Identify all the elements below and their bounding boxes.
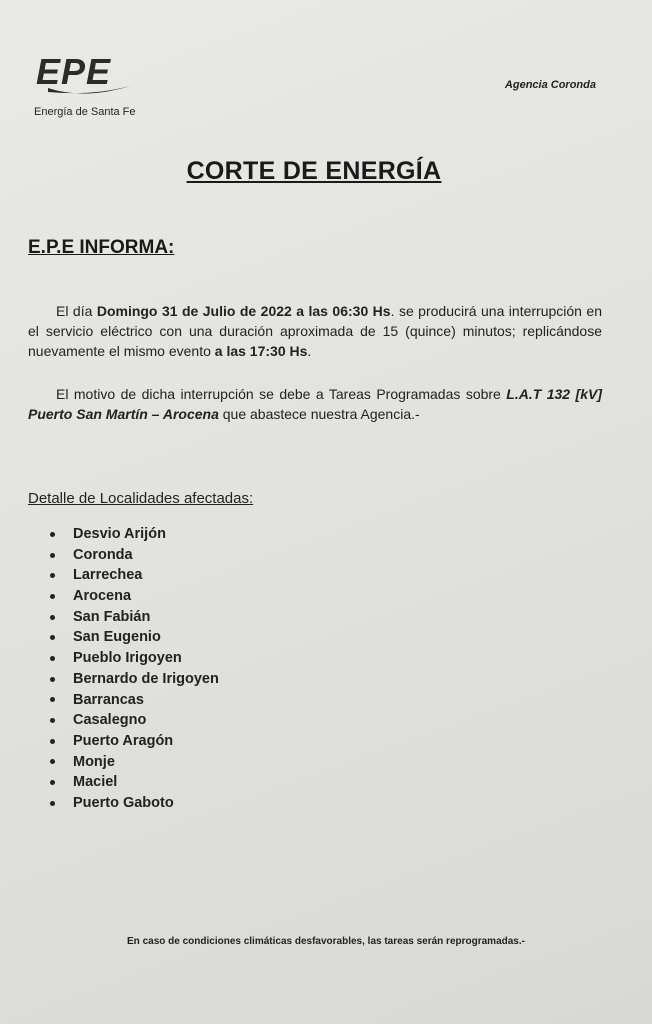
locality-name: Arocena xyxy=(73,588,132,605)
footer-note: En caso de condiciones climáticas desfavorables, las tareas serán reprogramadas.- xyxy=(127,936,525,947)
locality-name: Maciel xyxy=(73,774,118,791)
locality-name: Desvio Arijón xyxy=(73,526,166,542)
list-item xyxy=(50,669,219,690)
bullet-icon xyxy=(50,532,55,537)
list-item xyxy=(50,607,219,628)
locality-name: Bernardo de Irigoyen xyxy=(73,670,219,687)
list-item xyxy=(50,731,219,752)
list-item xyxy=(50,565,219,586)
p2-text-2: que abastece nuestra Agencia.- xyxy=(218,406,420,422)
logo-text: EPE xyxy=(36,52,112,92)
p1-text-1: El día xyxy=(56,303,97,319)
notice-paragraph-2 xyxy=(28,384,602,424)
locality-name: San Eugenio xyxy=(73,629,161,646)
list-item xyxy=(50,772,219,793)
p1-text-3: . xyxy=(307,343,312,359)
epe-logo xyxy=(34,52,144,118)
epe-logo-mark xyxy=(34,52,134,104)
list-item xyxy=(50,752,219,773)
agency-name: Agencia Coronda xyxy=(504,79,596,91)
list-item xyxy=(50,586,219,607)
logo-subtitle: Energía de Santa Fe xyxy=(34,106,136,118)
list-item xyxy=(50,648,219,669)
locality-name: Casalegno xyxy=(73,712,147,729)
list-item xyxy=(50,627,219,648)
bullet-icon xyxy=(50,573,55,578)
locality-name: Larrechea xyxy=(73,567,143,584)
bullet-icon xyxy=(50,780,55,785)
list-item xyxy=(50,710,219,731)
locality-name: Barrancas xyxy=(73,691,144,708)
locality-name: Puerto Aragón xyxy=(73,732,174,749)
list-item xyxy=(50,793,219,814)
list-item xyxy=(50,524,219,545)
localities-list xyxy=(50,524,219,814)
bullet-icon xyxy=(50,635,55,640)
bullet-icon xyxy=(50,718,55,723)
page-title: CORTE DE ENERGÍA xyxy=(186,157,442,185)
list-item xyxy=(50,545,219,566)
p1-second-time: a las 17:30 Hs xyxy=(214,343,308,359)
locality-name: Coronda xyxy=(73,546,133,563)
locality-name: Pueblo Irigoyen xyxy=(73,650,182,667)
locality-name: Monje xyxy=(73,753,115,770)
bullet-icon xyxy=(50,553,55,558)
notice-paragraph-1 xyxy=(28,301,602,361)
p2-line-name: L.A.T 132 [kV] Puerto San Martín – Arocena xyxy=(28,386,602,422)
p1-date-time: Domingo 31 de Julio de 2022 a las 06:30 Hs xyxy=(96,303,391,319)
locality-name: San Fabián xyxy=(73,608,151,625)
list-item xyxy=(50,690,219,711)
bullet-icon xyxy=(50,615,55,620)
bullet-icon xyxy=(50,801,55,806)
bullet-icon xyxy=(50,697,55,702)
bullet-icon xyxy=(50,594,55,599)
bullet-icon xyxy=(50,677,55,682)
p1-text-2: . se producirá una interrupción en el servicio eléctrico con una duración aproximada de 15 (quince) minutos; replicándose nuevamente el mismo evento xyxy=(28,303,602,359)
bullet-icon xyxy=(50,656,55,661)
bullet-icon xyxy=(50,739,55,744)
localities-heading: Detalle de Localidades afectadas: xyxy=(28,490,254,507)
informa-heading: E.P.E INFORMA: xyxy=(28,237,175,258)
p2-text-1: El motivo de dicha interrupción se debe a Tareas Programadas sobre xyxy=(56,386,507,402)
bullet-icon xyxy=(50,759,55,764)
locality-name: Puerto Gaboto xyxy=(73,794,174,811)
